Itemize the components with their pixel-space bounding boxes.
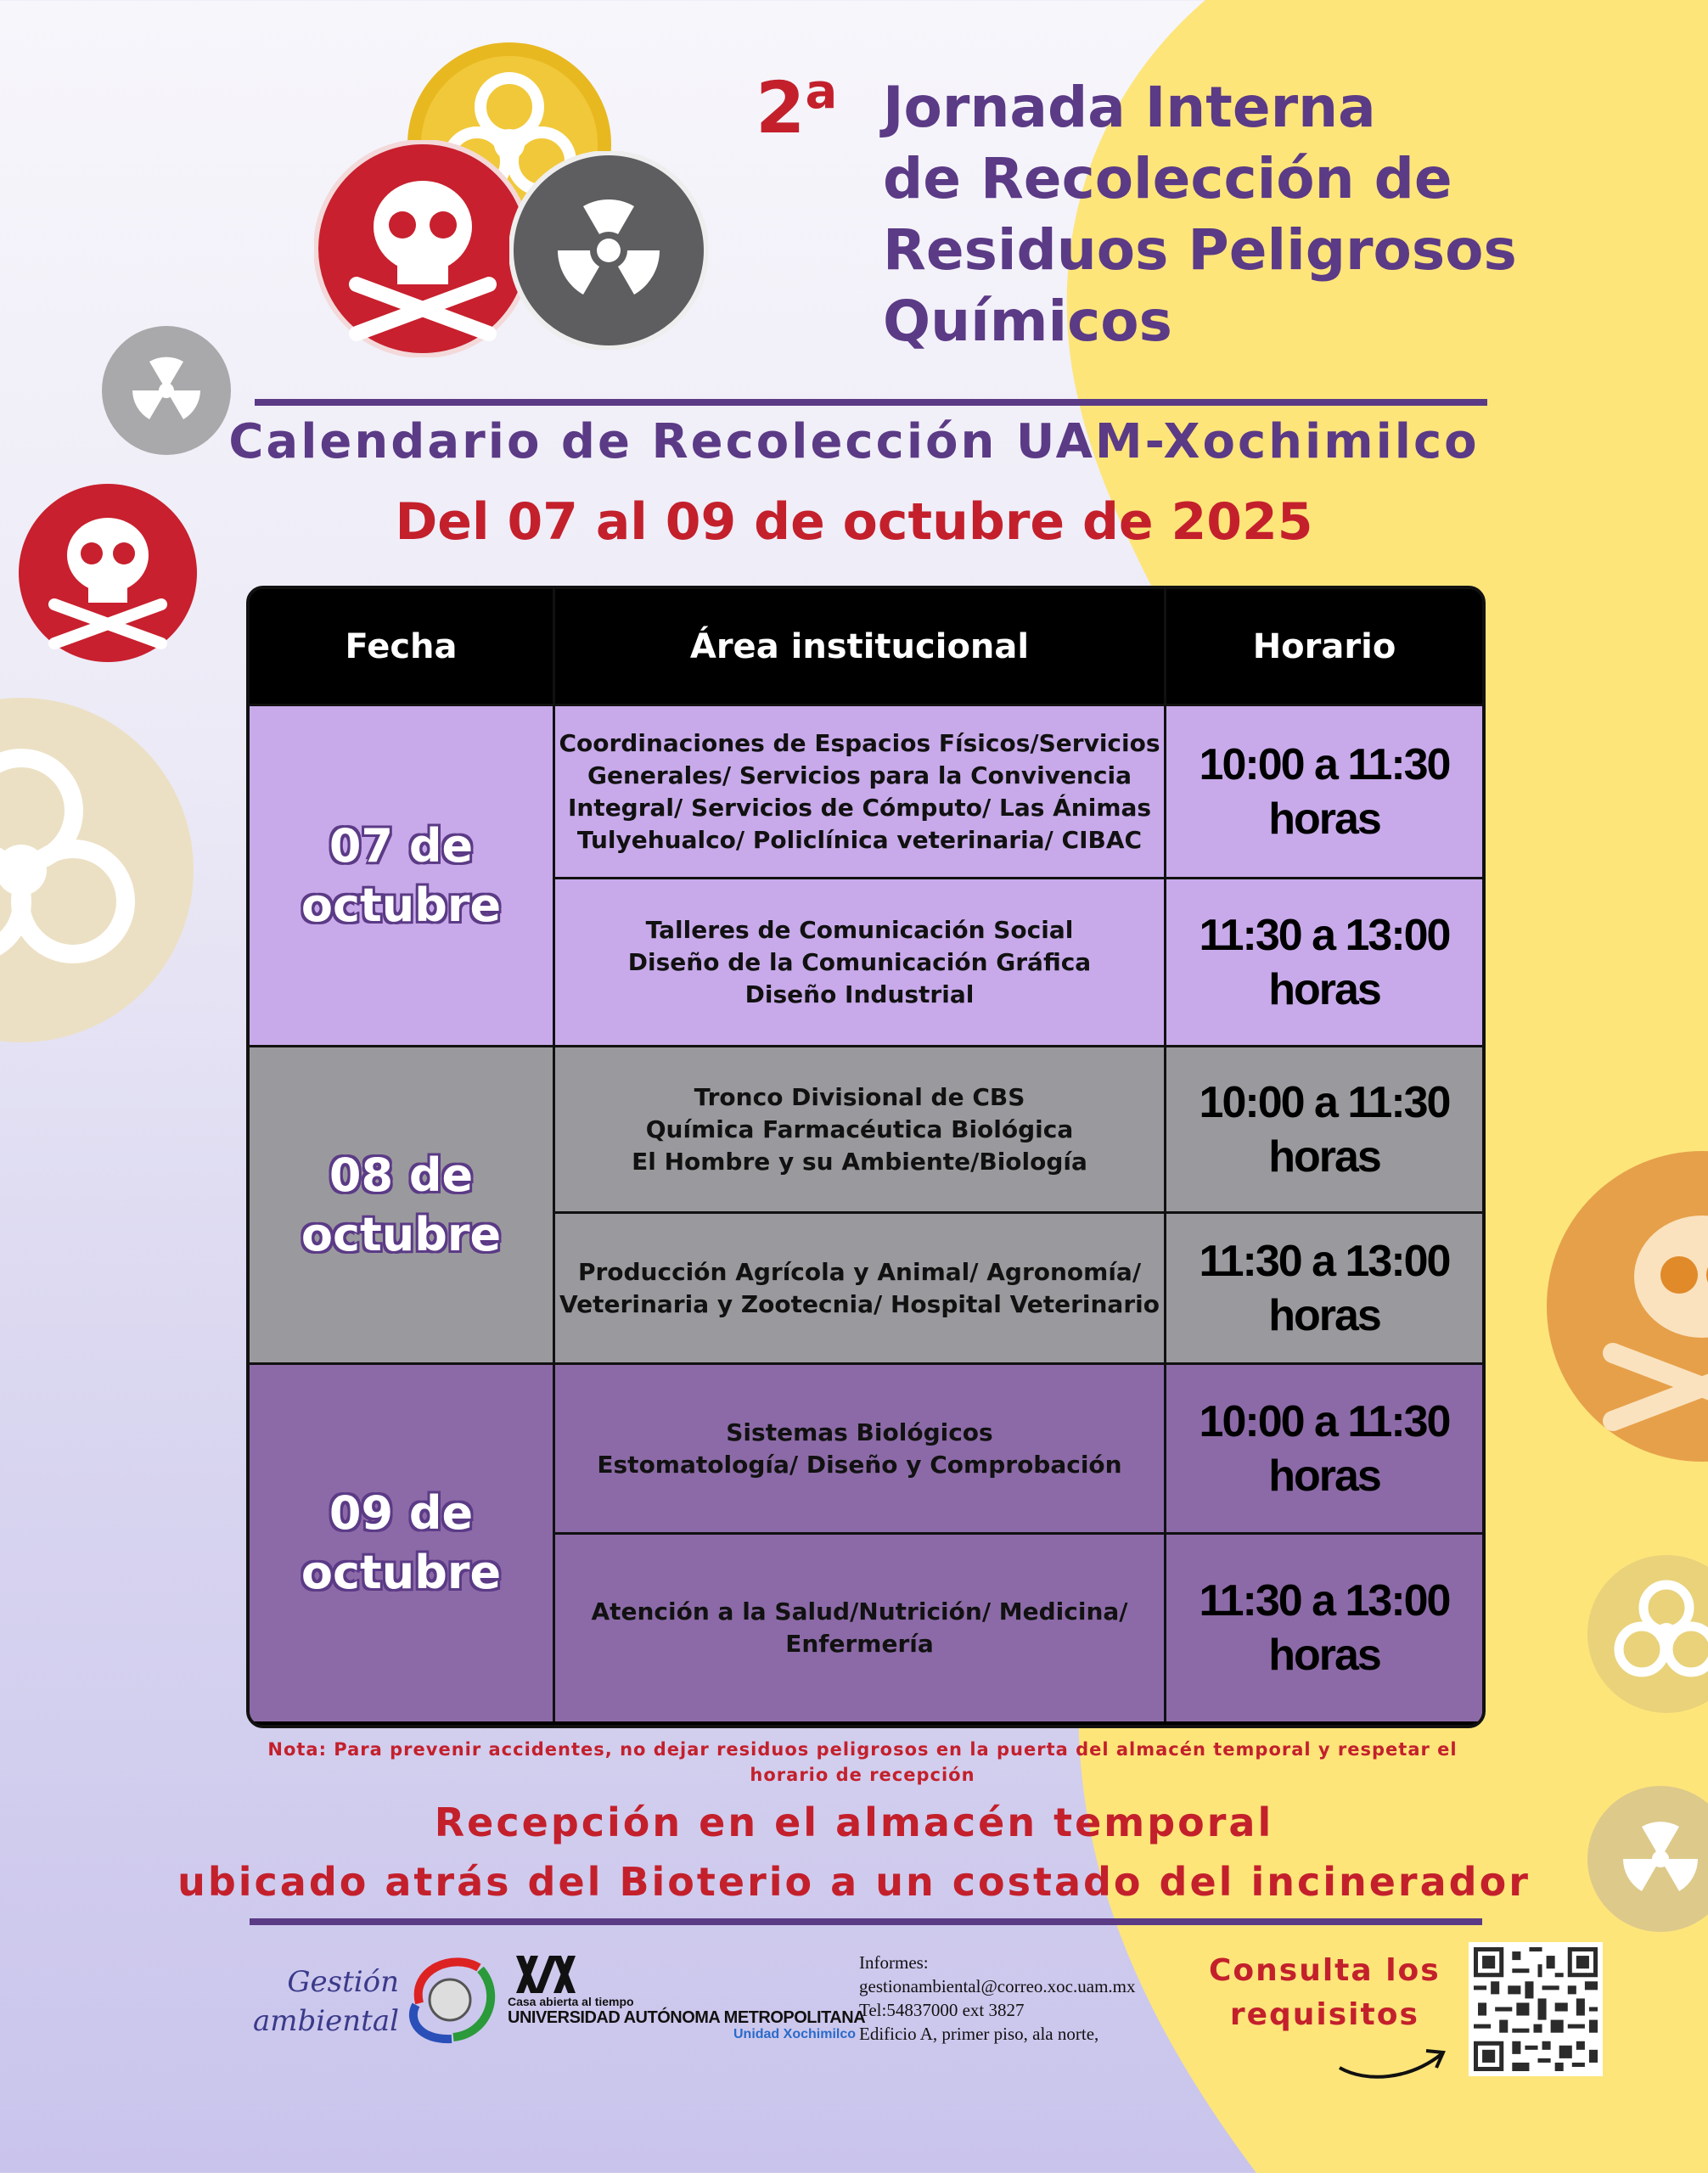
header-horario: Horario bbox=[1166, 589, 1482, 706]
title-line: Jornada Interna bbox=[883, 75, 1376, 140]
time-cell: 10:00 a 11:30 horas bbox=[1166, 706, 1482, 879]
day-block bbox=[250, 1365, 1482, 1721]
gestion-ambiental-logo-icon bbox=[402, 1952, 503, 2046]
uam-logo bbox=[508, 1956, 866, 2041]
title-line: Residuos Peligrosos bbox=[883, 217, 1517, 283]
date-range: Del 07 al 09 de octubre de 2025 bbox=[395, 492, 1313, 552]
time-cell: 10:00 a 11:30 horas bbox=[1166, 1365, 1482, 1535]
time-cell: 11:30 a 13:00 horas bbox=[1166, 1214, 1482, 1365]
info-line: Tel:54837000 ext 3827 bbox=[859, 2000, 1025, 2020]
uam-name: UNIVERSIDAD AUTÓNOMA METROPOLITANA bbox=[508, 2008, 866, 2027]
qr-code-icon bbox=[1474, 1947, 1598, 2071]
consulta-requisitos: Consulta los requisitos bbox=[1209, 1953, 1441, 2032]
schedule-table bbox=[246, 586, 1486, 1728]
reception-line: Recepción en el almacén temporal bbox=[434, 1800, 1274, 1845]
time-cell: 11:30 a 13:00 horas bbox=[1166, 1535, 1482, 1721]
area-cell: Atención a la Salud/Nutrición/ Medicina/ Enfermería bbox=[555, 1535, 1166, 1721]
date-cell: 07 de octubre bbox=[250, 706, 555, 1047]
calendar-subtitle: Calendario de Recolección UAM-Xochimilco bbox=[228, 414, 1480, 469]
radiation-grey-icon bbox=[509, 151, 708, 350]
contact-info bbox=[859, 1951, 1136, 2046]
header-fecha: Fecha bbox=[250, 589, 555, 706]
biohazard-small-icon bbox=[1586, 1553, 1708, 1715]
area-cell: Tronco Divisional de CBS Química Farmacéutica Biológica El Hombre y su Ambiente/Biología bbox=[555, 1047, 1166, 1214]
info-line: Informes: bbox=[859, 1952, 929, 1973]
uam-unit: Unidad Xochimilco bbox=[733, 2027, 856, 2041]
reception-info bbox=[0, 1793, 1708, 1912]
uam-tagline: Casa abierta al tiempo bbox=[508, 1995, 634, 2008]
area-cell: Sistemas Biológicos Estomatología/ Diseño y Comprobación bbox=[555, 1365, 1166, 1535]
day-block bbox=[250, 706, 1482, 1047]
top-divider bbox=[255, 399, 1487, 406]
gestion-ambiental-logo-text: Gestión ambiental bbox=[253, 1965, 399, 2038]
date-cell: 08 de octubre bbox=[250, 1047, 555, 1365]
biohazard-faded-icon bbox=[0, 696, 195, 1044]
edition-number: 2$^a$ bbox=[756, 65, 838, 149]
arrow-icon bbox=[1333, 2035, 1452, 2086]
title-text bbox=[883, 72, 1562, 357]
skull-red-icon bbox=[314, 140, 531, 357]
area-cell: Coordinaciones de Espacios Físicos/Servicios Generales/ Servicios para la Convivencia Integral/ Servicios de Cómputo/ Las Ánimas Tulyehualco/ Policlínica veterinaria/ CIBAC bbox=[555, 706, 1166, 879]
area-cell: Talleres de Comunicación Social Diseño de la Comunicación Gráfica Diseño Industrial bbox=[555, 879, 1166, 1047]
info-line: Edificio A, primer piso, ala norte, bbox=[859, 2024, 1099, 2044]
header-area: Área institucional bbox=[555, 589, 1166, 706]
time-cell: 11:30 a 13:00 horas bbox=[1166, 879, 1482, 1047]
time-cell: 10:00 a 11:30 horas bbox=[1166, 1047, 1482, 1214]
reception-line: ubicado atrás del Bioterio a un costado del incinerador bbox=[177, 1859, 1531, 1905]
day-block bbox=[250, 1047, 1482, 1365]
title-line: Químicos bbox=[883, 289, 1172, 354]
area-cell: Producción Agrícola y Animal/ Agronomía/ Veterinaria y Zootecnia/ Hospital Veterinario bbox=[555, 1214, 1166, 1365]
title-line: de Recolección de bbox=[883, 146, 1452, 211]
note-text: Nota: Para prevenir accidentes, no dejar residuos peligrosos en la puerta del almacén temporal y respetar el horario de recepción bbox=[267, 1739, 1458, 1785]
uam-emblem-icon bbox=[516, 1956, 576, 1993]
skull-orange-icon bbox=[1545, 1149, 1708, 1463]
date-cell: 09 de octubre bbox=[250, 1365, 555, 1721]
bottom-divider bbox=[250, 1918, 1482, 1925]
table-header bbox=[250, 589, 1482, 706]
email-link[interactable]: gestionambiental@correo.xoc.uam.mx bbox=[859, 1976, 1136, 1996]
qr-code[interactable] bbox=[1469, 1942, 1603, 2076]
